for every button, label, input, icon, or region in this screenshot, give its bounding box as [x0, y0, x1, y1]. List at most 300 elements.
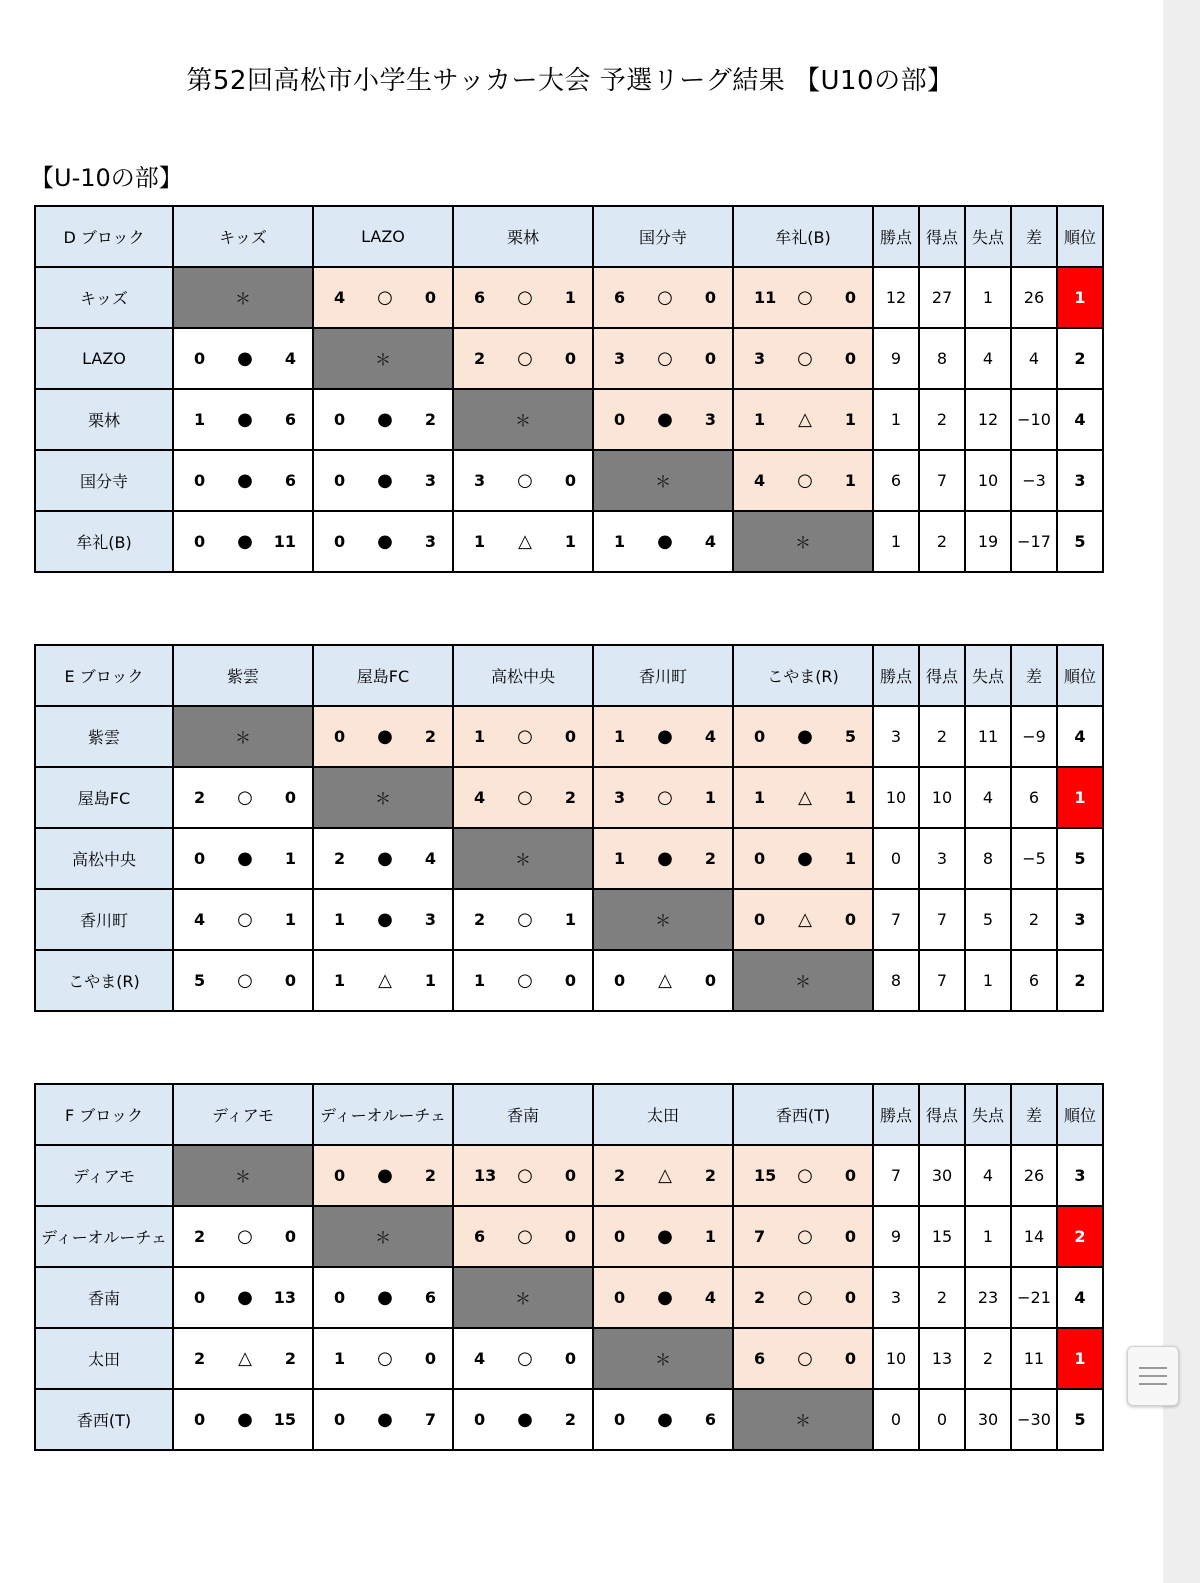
rank-cell: 5: [1057, 1389, 1103, 1450]
goals-against: 1: [564, 532, 576, 551]
table-row: [35, 950, 1103, 1011]
goals-for: 1: [474, 971, 486, 990]
goals-for: 3: [474, 471, 486, 490]
match-result-cell: [593, 767, 733, 828]
match-result-cell: [313, 1328, 453, 1389]
goals-against: 1: [844, 849, 856, 868]
goals-for: 7: [754, 1227, 766, 1246]
goals-for: 0: [334, 1166, 346, 1185]
row-team-name: 牟礼(B): [35, 511, 173, 572]
goals-against: 0: [284, 788, 296, 807]
goals-against: 4: [704, 1288, 716, 1307]
table-row: [35, 706, 1103, 767]
self-match-cell: ＊: [453, 1267, 593, 1328]
column-team-header: 香西(T): [733, 1084, 873, 1145]
score: [174, 970, 312, 991]
score: [174, 1409, 312, 1430]
row-team-name: 屋島FC: [35, 767, 173, 828]
result-mark: ○: [517, 970, 533, 991]
result-mark: ●: [237, 1409, 253, 1430]
result-mark: ●: [377, 531, 393, 552]
result-mark: ○: [517, 470, 533, 491]
rank-cell: 2: [1057, 1206, 1103, 1267]
result-mark: ●: [237, 409, 253, 430]
stat-header: 差: [1011, 1084, 1057, 1145]
result-mark: △: [798, 409, 812, 430]
stat-cell: 23: [965, 1267, 1011, 1328]
match-result-cell: [453, 1145, 593, 1206]
goals-against: 0: [704, 288, 716, 307]
stat-header: 失点: [965, 1084, 1011, 1145]
goals-against: 0: [844, 1349, 856, 1368]
match-result-cell: [173, 450, 313, 511]
goals-against: 13: [273, 1288, 296, 1307]
stat-header: 順位: [1057, 1084, 1103, 1145]
goals-against: 0: [564, 727, 576, 746]
score: [174, 470, 312, 491]
match-result-cell: [733, 1328, 873, 1389]
stat-cell: 8: [965, 828, 1011, 889]
goals-for: 1: [614, 849, 626, 868]
hamburger-icon-line: [1139, 1383, 1167, 1385]
row-team-name: ディアモ: [35, 1145, 173, 1206]
stat-cell: 1: [873, 511, 919, 572]
hamburger-icon: [1139, 1367, 1167, 1369]
table-row: [35, 328, 1103, 389]
score: [734, 1287, 872, 1308]
stat-cell: 7: [873, 1145, 919, 1206]
rank-cell: 3: [1057, 1145, 1103, 1206]
goals-for: 0: [334, 410, 346, 429]
stat-cell: −30: [1011, 1389, 1057, 1450]
score: [314, 531, 452, 552]
self-match-cell: ＊: [313, 767, 453, 828]
match-result-cell: [173, 1206, 313, 1267]
goals-for: 13: [474, 1166, 497, 1185]
goals-against: 0: [844, 349, 856, 368]
score: [454, 787, 592, 808]
result-mark: ○: [797, 470, 813, 491]
stat-cell: 30: [965, 1389, 1011, 1450]
column-team-header: こやま(R): [733, 645, 873, 706]
match-result-cell: [733, 450, 873, 511]
goals-against: 1: [844, 410, 856, 429]
goals-against: 4: [704, 727, 716, 746]
goals-for: 2: [474, 349, 486, 368]
self-match-cell: ＊: [593, 889, 733, 950]
row-team-name: 高松中央: [35, 828, 173, 889]
score: [314, 1287, 452, 1308]
goals-against: 6: [704, 1410, 716, 1429]
match-result-cell: [453, 889, 593, 950]
league-table-block-0: [34, 205, 1104, 573]
score: [734, 470, 872, 491]
score: [314, 726, 452, 747]
match-result-cell: [313, 511, 453, 572]
score: [314, 287, 452, 308]
row-team-name: ディーオルーチェ: [35, 1206, 173, 1267]
result-mark: ●: [657, 1226, 673, 1247]
block-name: F ブロック: [35, 1084, 173, 1145]
goals-for: 0: [334, 1410, 346, 1429]
stat-cell: 5: [965, 889, 1011, 950]
match-result-cell: [453, 767, 593, 828]
goals-against: 0: [424, 1349, 436, 1368]
stat-cell: 3: [873, 1267, 919, 1328]
goals-for: 1: [754, 410, 766, 429]
score: [454, 1409, 592, 1430]
score: [594, 348, 732, 369]
result-mark: ●: [377, 470, 393, 491]
result-mark: ○: [517, 1226, 533, 1247]
stat-cell: 7: [919, 950, 965, 1011]
match-result-cell: [593, 1389, 733, 1450]
match-result-cell: [453, 706, 593, 767]
rank-cell: 5: [1057, 511, 1103, 572]
stat-cell: −17: [1011, 511, 1057, 572]
score: [594, 970, 732, 991]
stat-cell: 6: [873, 450, 919, 511]
stat-header: 順位: [1057, 206, 1103, 267]
section-heading: 【U-10の部】: [30, 164, 183, 192]
table-row: [35, 267, 1103, 328]
match-result-cell: [593, 828, 733, 889]
match-result-cell: [453, 450, 593, 511]
goals-against: 1: [424, 971, 436, 990]
goals-against: 4: [704, 532, 716, 551]
stat-header: 得点: [919, 645, 965, 706]
row-team-name: 紫雲: [35, 706, 173, 767]
score: [314, 1409, 452, 1430]
score: [734, 409, 872, 430]
stat-cell: 0: [873, 828, 919, 889]
table-row: [35, 450, 1103, 511]
goals-for: 4: [474, 788, 486, 807]
score: [734, 787, 872, 808]
goals-against: 0: [564, 471, 576, 490]
score: [594, 409, 732, 430]
match-result-cell: [313, 889, 453, 950]
rank-cell: 2: [1057, 328, 1103, 389]
stat-cell: 1: [965, 950, 1011, 1011]
result-mark: ●: [657, 531, 673, 552]
result-mark: ○: [237, 1226, 253, 1247]
row-team-name: こやま(R): [35, 950, 173, 1011]
match-result-cell: [313, 389, 453, 450]
self-match-cell: ＊: [313, 328, 453, 389]
self-match-cell: ＊: [733, 511, 873, 572]
row-team-name: 太田: [35, 1328, 173, 1389]
stat-header: 勝点: [873, 645, 919, 706]
stat-header: 得点: [919, 206, 965, 267]
result-mark: △: [518, 531, 532, 552]
score: [454, 1226, 592, 1247]
stat-header: 勝点: [873, 206, 919, 267]
stat-cell: 11: [965, 706, 1011, 767]
goals-for: 0: [474, 1410, 486, 1429]
goals-for: 2: [474, 910, 486, 929]
goals-against: 5: [844, 727, 856, 746]
score: [734, 348, 872, 369]
goals-against: 3: [424, 471, 436, 490]
block-name: E ブロック: [35, 645, 173, 706]
column-team-header: 高松中央: [453, 645, 593, 706]
row-team-name: キッズ: [35, 267, 173, 328]
goals-for: 0: [614, 1227, 626, 1246]
match-result-cell: [313, 450, 453, 511]
result-mark: ○: [237, 970, 253, 991]
stat-cell: 6: [1011, 950, 1057, 1011]
goals-for: 11: [754, 288, 777, 307]
goals-against: 15: [273, 1410, 296, 1429]
goals-against: 0: [284, 971, 296, 990]
score: [594, 848, 732, 869]
score: [174, 909, 312, 930]
score: [174, 1348, 312, 1369]
column-team-header: ディーオルーチェ: [313, 1084, 453, 1145]
score: [734, 1348, 872, 1369]
goals-for: 1: [334, 1349, 346, 1368]
result-mark: ○: [237, 909, 253, 930]
goals-against: 6: [424, 1288, 436, 1307]
goals-for: 0: [194, 1288, 206, 1307]
result-mark: △: [658, 970, 672, 991]
match-result-cell: [453, 1206, 593, 1267]
score: [734, 848, 872, 869]
result-mark: △: [238, 1348, 252, 1369]
result-mark: ○: [517, 1165, 533, 1186]
goals-for: 0: [194, 849, 206, 868]
match-result-cell: [593, 511, 733, 572]
stat-cell: 2: [1011, 889, 1057, 950]
rank-cell: 1: [1057, 1328, 1103, 1389]
goals-for: 2: [194, 788, 206, 807]
match-result-cell: [593, 1145, 733, 1206]
goals-for: 1: [754, 788, 766, 807]
stat-cell: 1: [965, 267, 1011, 328]
goals-against: 0: [564, 1166, 576, 1185]
table-row: [35, 389, 1103, 450]
goals-against: 0: [704, 349, 716, 368]
score: [594, 1409, 732, 1430]
score: [454, 470, 592, 491]
goals-against: 0: [844, 910, 856, 929]
goals-for: 5: [194, 971, 206, 990]
result-mark: △: [658, 1165, 672, 1186]
table-row: [35, 1206, 1103, 1267]
goals-for: 0: [334, 727, 346, 746]
score: [314, 1165, 452, 1186]
scroll-handle-button[interactable]: [1127, 1346, 1179, 1406]
self-match-cell: ＊: [453, 389, 593, 450]
result-mark: ●: [377, 909, 393, 930]
stat-cell: 7: [873, 889, 919, 950]
result-mark: ○: [517, 1348, 533, 1369]
goals-against: 6: [284, 410, 296, 429]
self-match-cell: ＊: [173, 706, 313, 767]
match-result-cell: [173, 328, 313, 389]
rank-cell: 3: [1057, 889, 1103, 950]
result-mark: ●: [237, 848, 253, 869]
rank-cell: 3: [1057, 450, 1103, 511]
stat-cell: 2: [919, 389, 965, 450]
goals-against: 2: [424, 727, 436, 746]
score: [454, 726, 592, 747]
result-mark: ●: [657, 1287, 673, 1308]
column-team-header: 紫雲: [173, 645, 313, 706]
row-team-name: 香西(T): [35, 1389, 173, 1450]
column-team-header: LAZO: [313, 206, 453, 267]
row-team-name: 香南: [35, 1267, 173, 1328]
goals-against: 1: [564, 910, 576, 929]
match-result-cell: [733, 1267, 873, 1328]
goals-for: 0: [614, 971, 626, 990]
goals-for: 4: [754, 471, 766, 490]
goals-for: 2: [754, 1288, 766, 1307]
goals-for: 15: [754, 1166, 777, 1185]
match-result-cell: [173, 767, 313, 828]
goals-for: 0: [334, 1288, 346, 1307]
stat-cell: 10: [919, 767, 965, 828]
result-mark: ○: [517, 287, 533, 308]
result-mark: ○: [517, 726, 533, 747]
stat-cell: −5: [1011, 828, 1057, 889]
goals-against: 0: [844, 288, 856, 307]
match-result-cell: [733, 1206, 873, 1267]
result-mark: ●: [377, 726, 393, 747]
result-mark: ●: [377, 1165, 393, 1186]
score: [454, 970, 592, 991]
goals-for: 0: [334, 471, 346, 490]
page-title: 第52回高松市小学生サッカー大会 予選リーグ結果 【U10の部】: [186, 66, 954, 96]
goals-for: 1: [614, 532, 626, 551]
table-row: [35, 1267, 1103, 1328]
table-row: [35, 511, 1103, 572]
match-result-cell: [173, 1267, 313, 1328]
stat-header: 差: [1011, 206, 1057, 267]
stat-cell: 10: [873, 1328, 919, 1389]
goals-for: 4: [334, 288, 346, 307]
stat-cell: 10: [965, 450, 1011, 511]
goals-against: 0: [564, 1349, 576, 1368]
goals-for: 4: [474, 1349, 486, 1368]
score: [454, 1348, 592, 1369]
result-mark: ●: [377, 409, 393, 430]
match-result-cell: [313, 1267, 453, 1328]
goals-for: 1: [474, 727, 486, 746]
table-header-row: [35, 645, 1103, 706]
match-result-cell: [593, 389, 733, 450]
goals-against: 2: [424, 1166, 436, 1185]
goals-for: 3: [614, 788, 626, 807]
stat-cell: 6: [1011, 767, 1057, 828]
stat-cell: 13: [919, 1328, 965, 1389]
match-result-cell: [313, 267, 453, 328]
match-result-cell: [733, 389, 873, 450]
rank-cell: 1: [1057, 767, 1103, 828]
score: [594, 531, 732, 552]
stat-header: 失点: [965, 645, 1011, 706]
stat-cell: 10: [873, 767, 919, 828]
goals-for: 1: [334, 910, 346, 929]
score: [454, 1165, 592, 1186]
goals-for: 6: [614, 288, 626, 307]
stat-cell: 3: [873, 706, 919, 767]
rank-cell: 2: [1057, 950, 1103, 1011]
self-match-cell: ＊: [173, 267, 313, 328]
score: [594, 287, 732, 308]
stat-cell: 12: [873, 267, 919, 328]
match-result-cell: [453, 267, 593, 328]
goals-against: 2: [424, 410, 436, 429]
column-team-header: 牟礼(B): [733, 206, 873, 267]
stat-cell: 2: [919, 511, 965, 572]
match-result-cell: [453, 1328, 593, 1389]
match-result-cell: [593, 267, 733, 328]
goals-for: 0: [194, 532, 206, 551]
match-result-cell: [313, 950, 453, 1011]
result-mark: ●: [797, 726, 813, 747]
hamburger-icon-line: [1139, 1375, 1167, 1377]
column-team-header: ディアモ: [173, 1084, 313, 1145]
goals-against: 0: [564, 971, 576, 990]
goals-against: 2: [564, 1410, 576, 1429]
goals-against: 0: [844, 1227, 856, 1246]
match-result-cell: [593, 1206, 733, 1267]
score: [174, 531, 312, 552]
goals-against: 2: [564, 788, 576, 807]
stat-cell: 12: [965, 389, 1011, 450]
result-mark: ○: [797, 1287, 813, 1308]
rank-cell: 4: [1057, 389, 1103, 450]
goals-against: 4: [424, 849, 436, 868]
goals-for: 6: [754, 1349, 766, 1368]
goals-against: 0: [424, 288, 436, 307]
goals-against: 1: [704, 788, 716, 807]
match-result-cell: [313, 828, 453, 889]
self-match-cell: ＊: [593, 1328, 733, 1389]
result-mark: ●: [377, 1409, 393, 1430]
row-team-name: LAZO: [35, 328, 173, 389]
result-mark: ●: [237, 470, 253, 491]
stat-cell: −3: [1011, 450, 1057, 511]
stat-cell: 0: [919, 1389, 965, 1450]
goals-for: 0: [194, 471, 206, 490]
stat-header: 得点: [919, 1084, 965, 1145]
result-mark: △: [378, 970, 392, 991]
column-team-header: 香南: [453, 1084, 593, 1145]
self-match-cell: ＊: [733, 1389, 873, 1450]
stat-cell: 4: [965, 767, 1011, 828]
score: [454, 531, 592, 552]
goals-against: 2: [704, 849, 716, 868]
stat-cell: 9: [873, 328, 919, 389]
table-row: [35, 1328, 1103, 1389]
match-result-cell: [173, 511, 313, 572]
score: [174, 1287, 312, 1308]
match-result-cell: [313, 1145, 453, 1206]
match-result-cell: [173, 1389, 313, 1450]
match-result-cell: [313, 1389, 453, 1450]
league-table-block-1: [34, 644, 1104, 1012]
stat-cell: 11: [1011, 1328, 1057, 1389]
match-result-cell: [313, 706, 453, 767]
stat-cell: −10: [1011, 389, 1057, 450]
match-result-cell: [733, 767, 873, 828]
result-mark: ○: [377, 1348, 393, 1369]
goals-against: 3: [704, 410, 716, 429]
match-result-cell: [593, 706, 733, 767]
